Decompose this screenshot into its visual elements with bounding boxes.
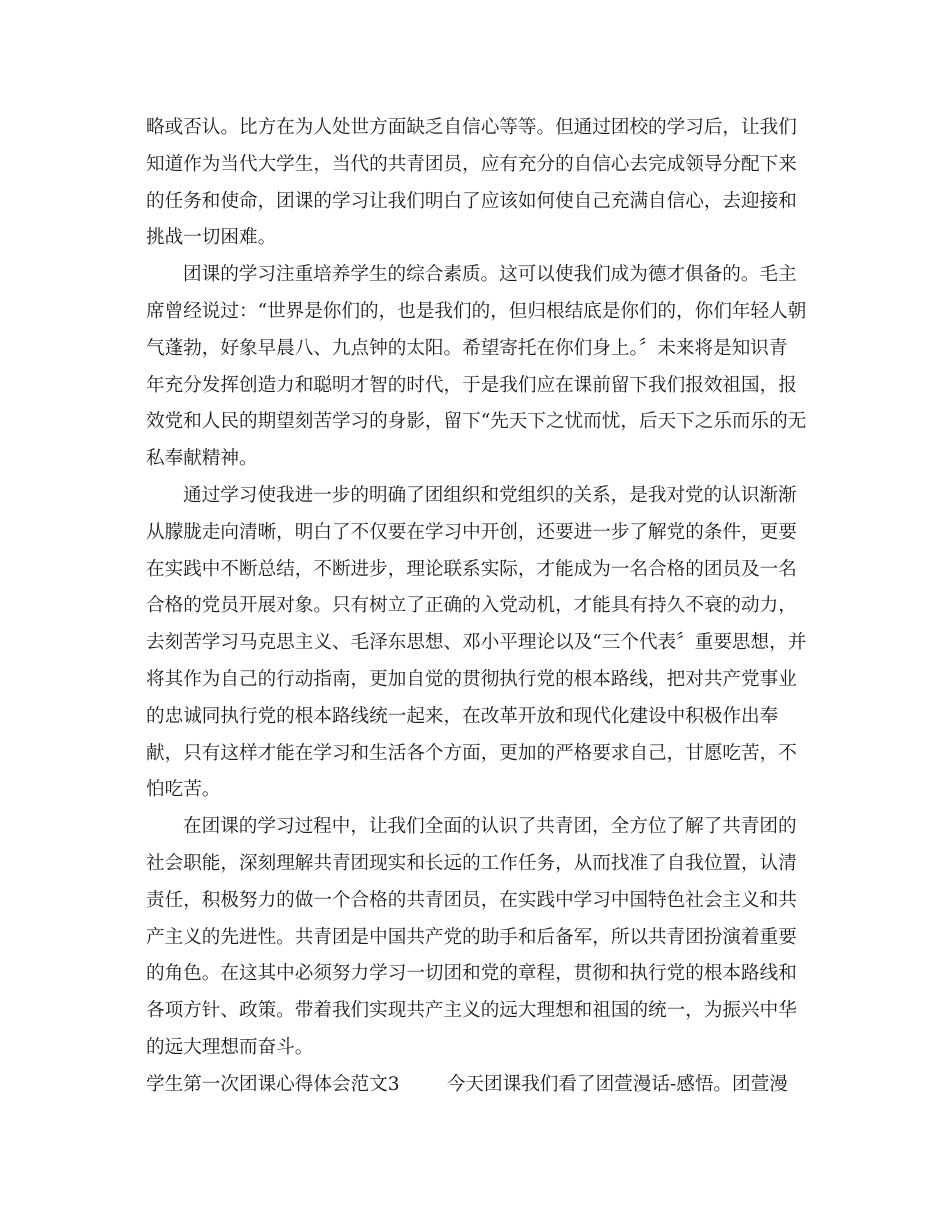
- paragraph-first-line: 团课的学习注重培养学生的综合素质。这可以使我们成为德才俱备的。毛主: [183, 264, 797, 286]
- text-line: 从朦胧走向清晰，明白了不仅要在学习中开创，还要进一步了解党的条件，更要: [146, 521, 797, 543]
- text-line: 献，只有这样才能在学习和生活各个方面，更加的严格要求自己，甘愿吃苦，不: [146, 742, 797, 764]
- paragraph-first-line: 通过学习使我进一步的明确了团组织和党组织的关系，是我对党的认识渐渐: [183, 484, 797, 506]
- section-heading-line: 学生第一次团课心得体会范文3 今天团课我们看了团萱漫话-感悟。团萱漫: [146, 1073, 788, 1095]
- text-line: 的角色。在这其中必须努力学习一切团和党的章程，贯彻和执行党的根本路线和: [146, 963, 797, 985]
- text-line: 社会职能，深刻理解共青团现实和长远的工作任务，从而找准了自我位置，认清: [146, 852, 797, 874]
- text-line: 的远大理想而奋斗。: [146, 1036, 314, 1058]
- paragraph-first-line: 在团课的学习过程中，让我们全面的认识了共青团，全方位了解了共青团的: [183, 816, 797, 838]
- text-line: 知道作为当代大学生，当代的共青团员，应有充分的自信心去完成领导分配下来: [146, 153, 797, 175]
- text-line: 的忠诚同执行党的根本路线统一起来，在改革开放和现代化建设中积极作出奉: [146, 705, 779, 727]
- text-line: 将其作为自己的行动指南，更加自觉的贯彻执行党的根本路线，把对共产党事业: [146, 668, 797, 690]
- text-line: 私奉献精神。: [146, 448, 258, 470]
- text-line: 责任，积极努力的做一个合格的共青团员，在实践中学习中国特色社会主义和共: [146, 889, 797, 911]
- text-line: 的任务和使命，团课的学习让我们明白了应该如何使自己充满自信心，去迎接和: [146, 190, 797, 212]
- text-line: 略或否认。比方在为人处世方面缺乏自信心等等。但通过团校的学习后，让我们: [146, 117, 797, 138]
- text-line: 效党和人民的期望刻苦学习的身影，留下“先天下之忧而忧，后天下之乐而乐的无: [146, 411, 807, 433]
- text-line: 产主义的先进性。共青团是中国共产党的助手和后备军，所以共青团扮演着重要: [146, 926, 797, 948]
- text-line: 合格的党员开展对象。只有树立了正确的入党动机，才能具有持久不衰的动力，: [146, 595, 797, 617]
- text-line: 年充分发挥创造力和聪明才智的时代，于是我们应在课前留下我们报效祖国，报: [146, 374, 797, 396]
- text-line: 在实践中不断总结，不断进步，理论联系实际，才能成为一名合格的团员及一名: [146, 558, 797, 580]
- text-line: 挑战一切困难。: [146, 227, 277, 249]
- text-line: 去刻苦学习马克思主义、毛泽东思想、邓小平理论以及“三个代表〞重要思想，并: [146, 632, 807, 654]
- document-body: [146, 110, 806, 1104]
- text-line: 席曾经说过：“世界是你们的，也是我们的，但归根结底是你们的，你们年轻人朝: [146, 300, 807, 322]
- text-line: 各项方针、政策。带着我们实现共产主义的远大理想和祖国的统一，为振兴中华: [146, 1000, 797, 1022]
- text-line: 气蓬勃，好象早晨八、九点钟的太阳。希望寄托在你们身上。〞未来将是知识青: [146, 337, 788, 359]
- text-line: 怕吃苦。: [146, 779, 221, 801]
